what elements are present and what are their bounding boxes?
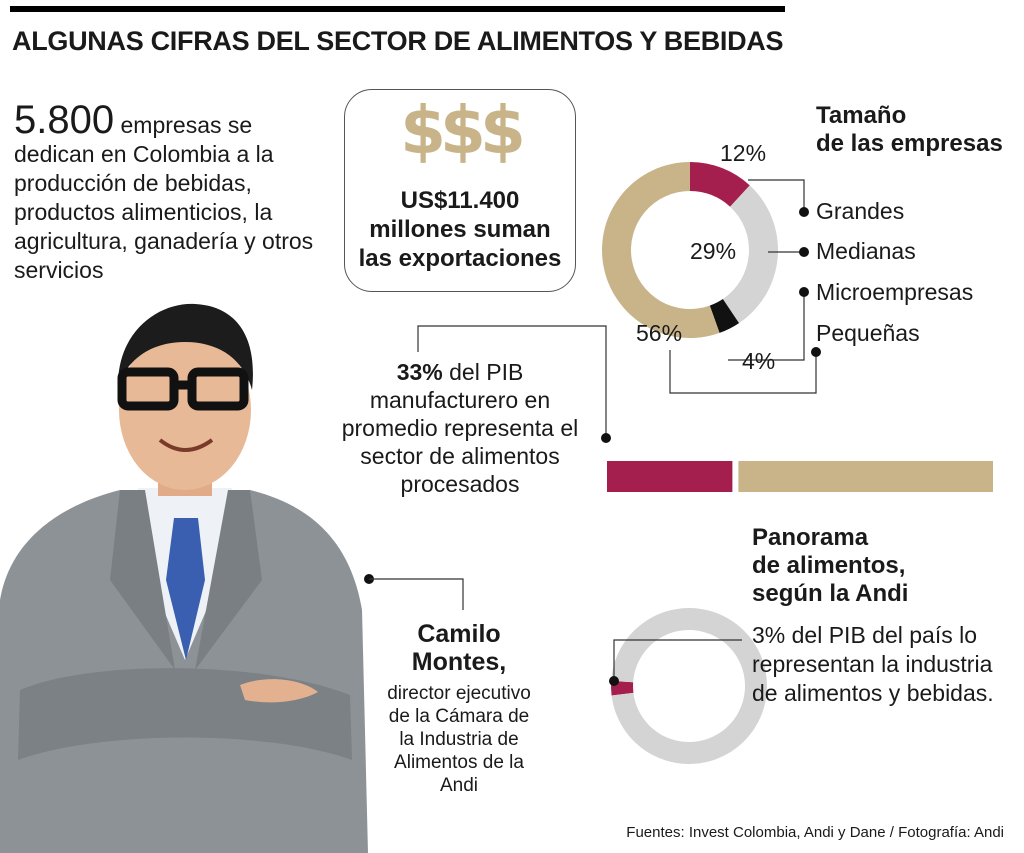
person-name-line2: Montes, [411,648,507,676]
intro-description: empresas se dedican en Colombia a la producción de bebidas, productos alimenticios, la agricultura, ganadería y otros servicios [14,112,314,283]
company-size-title-line2: de las empresas [816,130,1003,157]
company-size-title-line1: Tamaño [816,102,907,129]
panorama-title-line3: según la Andi [752,580,909,607]
pib-bar-segment-0 [607,461,732,492]
pib-connector-dot [601,433,611,443]
exports-line2: millones suman [369,216,551,243]
panorama-title-line1: Panorama [752,524,869,551]
pib-manufacturing-description: del PIB manufacturero en promedio representa el sector de alimentos procesados [341,359,579,497]
panorama-slice-1 [611,608,767,764]
page-title: ALGUNAS CIFRAS DEL SECTOR DE ALIMENTOS Y BEBIDAS [12,26,784,56]
pib-stacked-bar [607,461,993,492]
pib-connector [418,326,606,438]
panorama-donut [611,608,767,764]
legend-pequenas: Pequeñas [816,320,920,346]
dollar-signs-icon: $$$ [400,92,520,169]
panorama-title-line2: de alimentos, [752,552,906,579]
legend-micro: Microempresas [816,279,974,305]
legend-medianas: Medianas [816,238,916,264]
label-grandes-pct: 12% [720,140,767,166]
label-medianas-pct: 29% [690,238,737,264]
pib-manufacturing-pct: 33% [396,359,443,385]
exports-line3: las exportaciones [358,245,562,272]
person-role: director ejecutivo de la Cámara de la Industria de Alimentos de la Andi [387,683,531,796]
intro-number: 5.800 [14,98,115,142]
exports-amount: US$11.400 [400,187,520,214]
legend-grandes: Grandes [816,198,905,224]
label-pequenas-pct: 56% [636,320,683,346]
person-name-line1: Camilo [417,620,501,648]
label-micro-pct: 4% [742,348,776,374]
sources-footer: Fuentes: Invest Colombia, Andi y Dane / Fotografía: Andi [626,824,1004,841]
panorama-text: 3% del PIB del país lo representan la industria de alimentos y bebidas. [752,622,994,706]
panorama-connector-dot [609,676,619,686]
pib-bar-segment-1 [738,461,993,492]
